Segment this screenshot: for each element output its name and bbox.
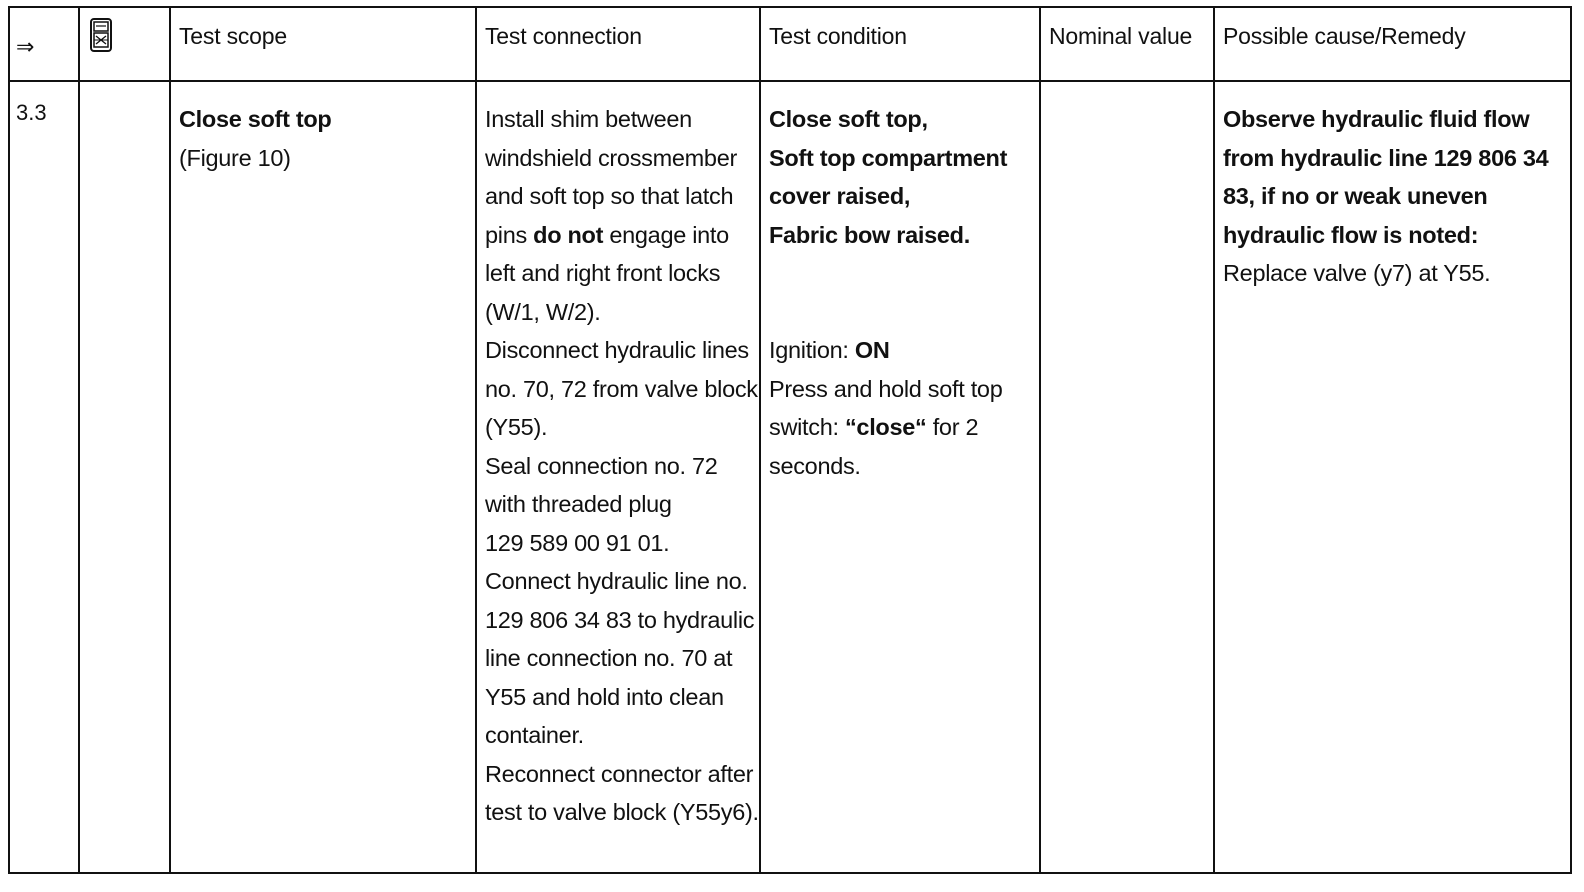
connection-line: left and right front locks: [485, 260, 721, 286]
connection-line: with threaded plug: [485, 491, 672, 517]
header-possible-cause: Possible cause/Remedy: [1214, 7, 1571, 81]
ignition-line: Ignition: ON: [769, 337, 890, 363]
scope-title: Close soft top: [179, 106, 332, 132]
arrow-icon: ⇒: [16, 34, 35, 59]
step-cell: [9, 81, 79, 873]
ignition-value: ON: [854, 337, 890, 363]
press-line: switch: “close“ for 2: [769, 414, 979, 440]
press-line: seconds.: [769, 452, 861, 479]
connection-line: Seal connection no. 72: [485, 452, 718, 479]
remedy-line: from hydraulic line 129 806 34: [1223, 144, 1549, 171]
press-line: Press and hold soft top: [769, 375, 1003, 402]
connection-line: and soft top so that latch: [485, 183, 734, 209]
connection-line: pins do not engage into: [485, 221, 729, 248]
header-arrow-cell: [9, 7, 79, 81]
icon-column-cell: [79, 81, 170, 873]
condition-line: cover raised,: [769, 183, 911, 209]
connection-line: 129 589 00 91 01.: [485, 529, 670, 556]
step-number: 3.3: [16, 100, 47, 125]
connection-line: (W/1, W/2).: [485, 298, 601, 325]
connection-line: 129 806 34 83 to hydraulic: [485, 606, 755, 633]
remedy-cell: [1214, 81, 1571, 873]
do-not-emphasis: do not: [533, 221, 604, 248]
remedy-line: hydraulic flow is noted:: [1223, 221, 1479, 248]
condition-line: Close soft top,: [769, 106, 928, 132]
condition-cell: [760, 81, 1040, 873]
nominal-value: [1041, 82, 1213, 100]
connection-line: windshield crossmember: [485, 144, 737, 171]
connection-line: Y55 and hold into clean: [485, 683, 724, 710]
header-icon-cell: [79, 7, 170, 81]
connection-line: Disconnect hydraulic lines: [485, 337, 749, 363]
connection-line: Reconnect connector after: [485, 760, 754, 787]
tester-icon: [90, 18, 112, 52]
header-test-connection: Test connection: [476, 7, 760, 81]
close-emphasis: “close“: [844, 414, 927, 440]
connection-line: Install shim between: [485, 106, 692, 132]
condition-line: Soft top compartment: [769, 144, 1008, 171]
header-nominal-value: Nominal value: [1040, 7, 1214, 81]
connection-line: (Y55).: [485, 414, 548, 440]
header-row: [9, 7, 1571, 81]
connection-line: Connect hydraulic line no.: [485, 568, 748, 594]
remedy-action: Replace valve (y7) at Y55.: [1223, 260, 1491, 286]
scope-figure: (Figure 10): [179, 144, 291, 171]
connection-line: no. 70, 72 from valve block: [485, 375, 758, 402]
remedy-line: 83, if no or weak uneven: [1223, 183, 1488, 209]
scope-cell: [170, 81, 476, 873]
header-test-condition: Test condition: [760, 7, 1040, 81]
condition-line: Fabric bow raised.: [769, 221, 970, 248]
connection-line: container.: [485, 722, 584, 748]
header-test-scope: Test scope: [170, 7, 476, 81]
connection-cell: [476, 81, 760, 873]
table-row: [9, 81, 1571, 873]
remedy-line: Observe hydraulic fluid flow: [1223, 106, 1530, 132]
connection-line: line connection no. 70 at: [485, 645, 733, 671]
test-table: [8, 6, 1572, 874]
nominal-value-cell: [1040, 81, 1214, 873]
connection-line: test to valve block (Y55y6).: [485, 799, 759, 825]
